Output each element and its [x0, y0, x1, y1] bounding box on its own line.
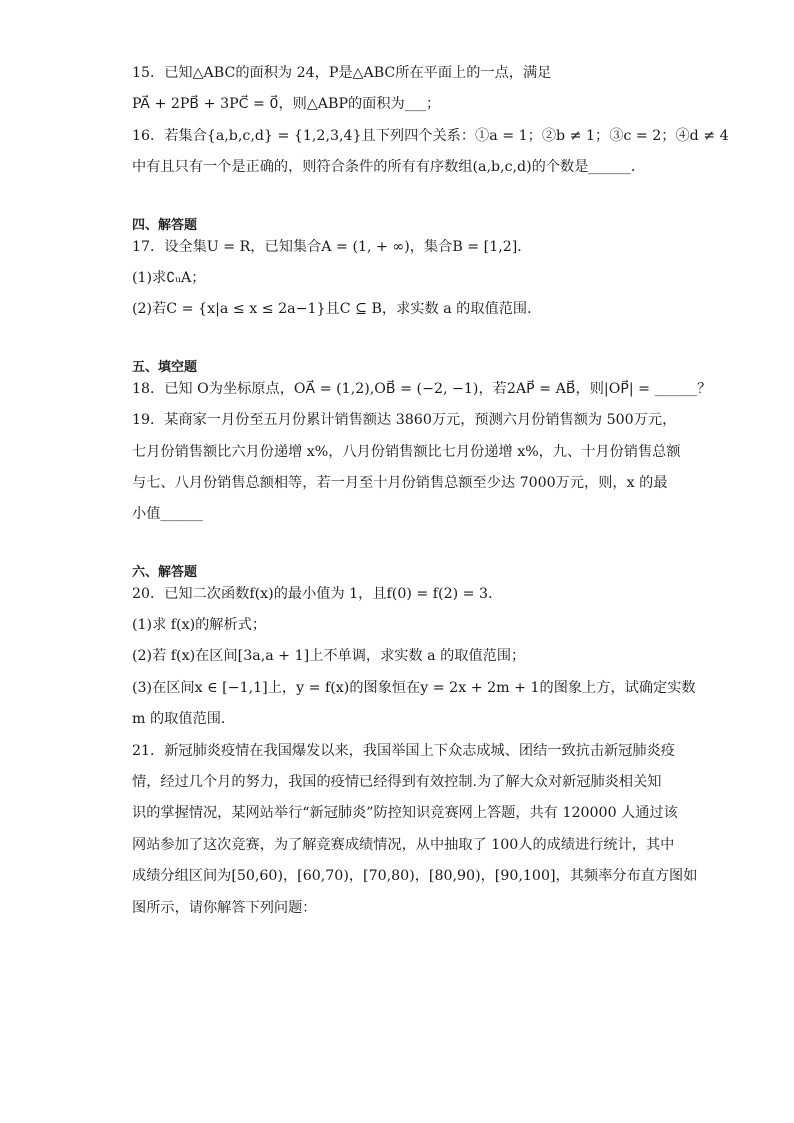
section-heading-6: 六、解答题	[132, 564, 198, 580]
q20-line-3: (2)若 f(x)在区间[3a,a + 1]上不单调，求实数 a 的取值范围；	[132, 648, 526, 665]
q15-line-1: 15．已知△ABC的面积为 24，P是△ABC所在平面上的一点，满足	[132, 65, 552, 81]
q19-line-4: 小值______	[132, 506, 203, 523]
q15-line-2: PA⃗ + 2PB⃗ + 3PC⃗ = 0⃗，则△ABP的面积为___；	[132, 96, 441, 113]
q21-line-3: 识的掌握情况，某网站举行“新冠肺炎”防控知识竞赛网上答题，共有 120000 人通过该	[132, 805, 678, 822]
q19-line-3: 与七、八月份销售总额相等，若一月至十月份销售总额至少达 7000万元，则，x 的最	[132, 474, 668, 491]
q16-line-1: 16．若集合{a,b,c,d} = {1,2,3,4}且下列四个关系：①a = 1；②b ≠ 1；③c = 2；④d ≠ 4	[132, 127, 729, 144]
q21-line-4: 网站参加了这次竞赛，为了解竞赛成绩情况，从中抽取了 100人的成绩进行统计，其中	[132, 836, 675, 853]
q17-line-1: 17．设全集U = R，已知集合A = (1, + ∞)，集合B = [1,2]．	[132, 238, 532, 255]
q20-line-2: (1)求 f(x)的解析式；	[132, 617, 267, 634]
section-heading-5: 五、填空题	[132, 359, 198, 375]
q19-line-2: 七月份销售额比六月份递增 x%，八月份销售额比七月份递增 x%，九、十月份销售总额	[132, 443, 681, 460]
q21-line-1: 21．新冠肺炎疫情在我国爆发以来，我国举国上下众志成城、团结一致抗击新冠肺炎疫	[132, 742, 675, 759]
q21-line-5: 成绩分组区间为[50,60)，[60,70)，[70,80)，[80,90)，[90,100]，其频率分布直方图如	[132, 868, 698, 885]
q21-line-2: 情，经过几个月的努力，我国的疫情已经得到有效控制.为了解大众对新冠肺炎相关知	[132, 774, 662, 791]
q19-line-1: 19．某商家一月份至五月份累计销售额达 3860万元，预测六月份销售额为 500万元，	[132, 412, 677, 429]
exam-page	[132, 62, 729, 928]
q18-line-1: 18．已知 O为坐标原点，OA⃗ = (1,2),OB⃗ = (−2, −1)，若2AP⃗ = AB⃗，则|OP⃗| = ______？	[132, 380, 712, 397]
q20-line-4: (3)在区间x ∈ [−1,1]上，y = f(x)的图象恒在y = 2x + 2m + 1的图象上方，试确定实数	[132, 679, 696, 696]
q20-line-5: m 的取值范围．	[132, 711, 236, 728]
q21-line-6: 图所示，请你解答下列问题：	[132, 899, 317, 916]
q20-line-1: 20．已知二次函数f(x)的最小值为 1，且f(0) = f(2) = 3．	[132, 585, 503, 602]
q17-line-2: (1)求∁ᵤA；	[132, 269, 206, 286]
q17-line-3: (2)若C = {x|a ≤ x ≤ 2a−1}且C ⊆ B，求实数 a 的取值范围．	[132, 301, 542, 318]
q16-line-2: 中有且只有一个是正确的，则符合条件的所有有序数组(a,b,c,d)的个数是______．	[132, 159, 646, 176]
section-heading-4: 四、解答题	[132, 217, 198, 233]
